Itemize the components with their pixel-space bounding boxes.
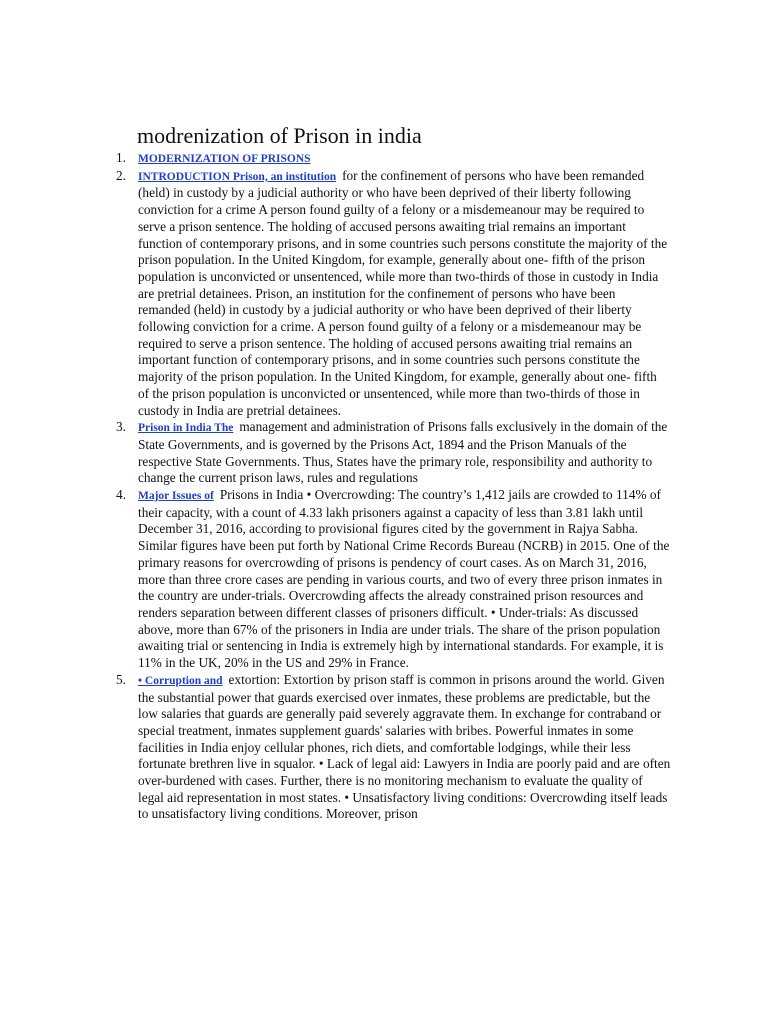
section-list (106, 150, 671, 823)
item-number: 5. (116, 671, 126, 687)
item-text: Prisons in India • Overcrowding: The country’s 1,412 jails are crowded to 114% of their capacity, with a count of 4.33 lakh prisoners against a capacity of less than 3.81 lakh until December 31, 2016, according to provisional figures cited by the government in Rajya Sabha. Similar figures have been put forth by National Crime Records Bureau (NCRB) in 2015. One of the primary reasons for overcrowding of prisons is pendency of court cases. As on March 31, 2016, more than three crore cases are pending in various courts, and two of every three prison inmates in the country are under-trials. Overcrowding affects the already constrained prison resources and renders separation between different classes of prisoners difficult. • Under-trials: As discussed above, more than 67% of the prisoners in India are under trials. The share of the prison population awaiting trial or sentencing in India is extremely high by international standards. For example, it is 11% in the UK, 20% in the US and 29% in France. (138, 487, 670, 671)
item-number: 3. (116, 419, 126, 435)
list-item (106, 168, 671, 420)
list-item (106, 419, 671, 487)
section-link-corruption[interactable]: • Corruption and (138, 674, 223, 687)
list-item (106, 487, 671, 672)
section-link-modernization[interactable]: MODERNIZATION OF PRISONS (138, 153, 311, 165)
section-link-major-issues[interactable]: Major Issues of (138, 490, 214, 503)
item-number: 1. (116, 150, 126, 165)
section-link-prison-in-india[interactable]: Prison in India The (138, 422, 234, 435)
item-text: management and administration of Prisons falls exclusively in the domain of the State Governments, and is governed by the Prisons Act, 1894 and the Prison Manuals of the respective State Governments. Thus, States have the primary role, responsibility and authority to change the current prison laws, rules and regulations (138, 419, 668, 486)
list-item (106, 150, 671, 168)
document-title: modrenization of Prison in india (137, 123, 422, 148)
item-text: for the confinement of persons who have been remanded (held) in custody by a judicial authority or who have been deprived of their liberty following conviction for a crime A person found guilty of a felony or a misdemeanour may be required to serve a prison sentence. The holding of accused persons awaiting trial remains an important function of contemporary prisons, and in some countries such persons constitute the majority of the prison population. In the United Kingdom, for example, generally about one- fifth of the prison population is unconvicted or unsentenced, while more than two-thirds of those in custody in India are pretrial detainees. Prison, an institution for the confinement of persons who have been remanded (held) in custody by a judicial authority or who have been deprived of their liberty following conviction for a crime. A person found guilty of a felony or a misdemeanour may be required to serve a prison sentence. The holding of accused persons awaiting trial remains an important function of contemporary prisons, and in some countries such persons constitute the majority of the prison population. In the United Kingdom, for example, generally about one- fifth of the prison population is unconvicted or unsentenced, while more than two-thirds of those in custody in India are pretrial detainees. (138, 167, 668, 418)
item-text: extortion: Extortion by prison staff is common in prisons around the world. Given the substantial power that guards exercised over inmates, these problems are predictable, but the low salaries that guards are generally paid severely aggravate them. In exchange for contraband or special treatment, inmates supplement guards' salaries with bribes. Powerful inmates in some facilities in India enjoy cellular phones, rich diets, and comfortable lodgings, while their less fortunate brethren live in squalor. • Lack of legal aid: Lawyers in India are poorly paid and are often over-burdened with cases. Further, there is no monitoring mechanism to evaluate the quality of legal aid representation in most states. • Unsatisfactory living conditions: Overcrowding itself leads to unsatisfactory living conditions. Moreover, prison (138, 671, 671, 822)
section-link-introduction[interactable]: INTRODUCTION Prison, an institution (138, 170, 337, 183)
item-number: 4. (116, 487, 126, 503)
item-number: 2. (116, 167, 126, 183)
list-item (106, 672, 671, 823)
